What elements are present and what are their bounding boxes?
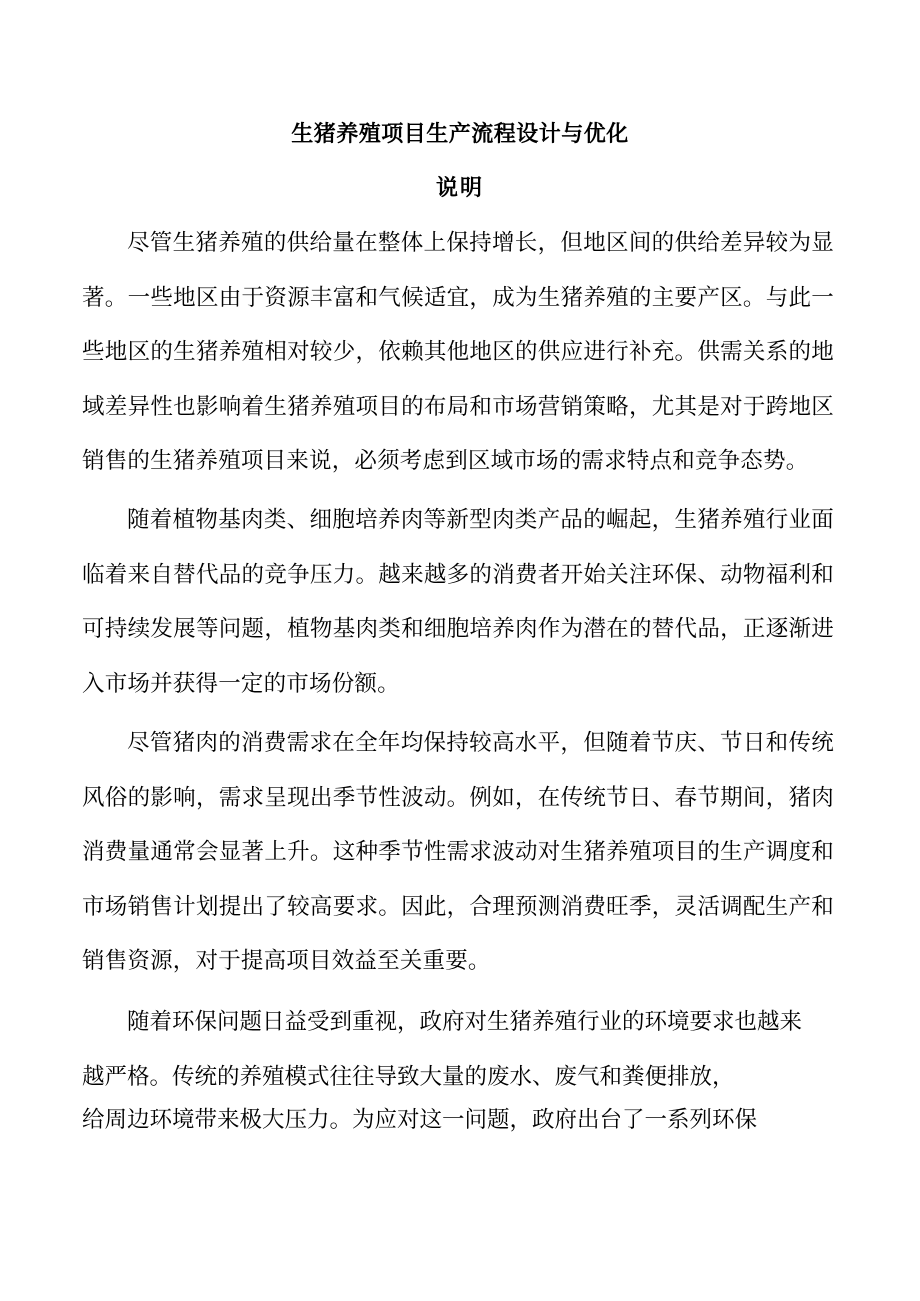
paragraph-environment-line-1: 随着环保问题日益受到重视，政府对生猪养殖行业的环境要求也越来 bbox=[127, 1009, 803, 1035]
paragraph-environment-line-2: 越严格。传统的养殖模式往往导致大量的废水、废气和粪便排放， bbox=[82, 1064, 735, 1090]
paragraph-seasonal-demand: 尽管猪肉的消费需求在全年均保持较高水平，但随着节庆、节日和传统风俗的影响，需求呈现出季节性波动。例如，在传统节日、春节期间，猪肉消费量通常会显著上升。这种季节性需求波动对生猪养殖项目的生产调度和市场销售计划提出了较高要求。因此，合理预测消费旺季，灵活调配生产和销售资源，对于提高项目效益至关重要。 bbox=[82, 730, 834, 974]
section-heading: 说明 bbox=[435, 175, 484, 201]
paragraph-supply-regional: 尽管生猪养殖的供给量在整体上保持增长，但地区间的供给差异较为显著。一些地区由于资源丰富和气候适宜，成为生猪养殖的主要产区。与此一些地区的生猪养殖相对较少，依赖其他地区的供应进行补充。供需关系的地域差异性也影响着生猪养殖项目的布局和市场营销策略，尤其是对于跨地区销售的生猪养殖项目来说，必须考虑到区域市场的需求特点和竞争态势。 bbox=[82, 230, 834, 474]
paragraph-substitutes: 随着植物基肉类、细胞培养肉等新型肉类产品的崛起，生猪养殖行业面临着来自替代品的竞争压力。越来越多的消费者开始关注环保、动物福利和可持续发展等问题，植物基肉类和细胞培养肉作为潜在的替代品，正逐渐进入市场并获得一定的市场份额。 bbox=[82, 507, 834, 697]
paragraph-environment-line-3: 给周边环境带来极大压力。为应对这一问题，政府出台了一系列环保 bbox=[82, 1107, 758, 1133]
document-title: 生猪养殖项目生产流程设计与优化 bbox=[291, 121, 629, 147]
